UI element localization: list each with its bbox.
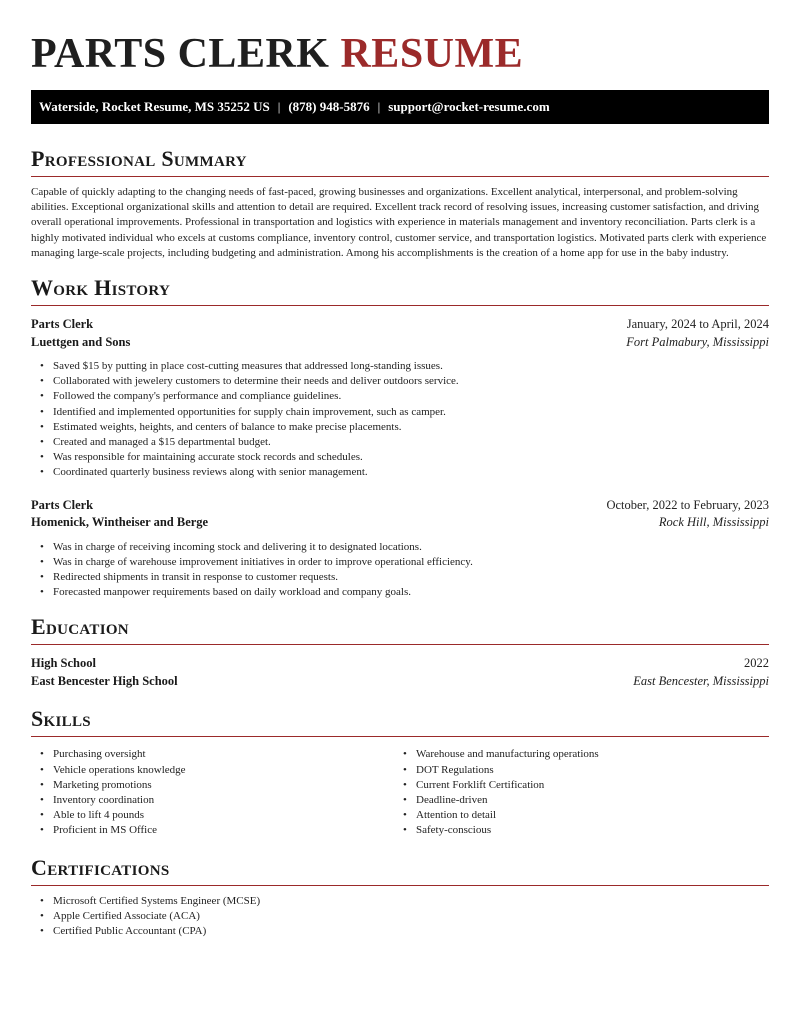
skills-list-left — [31, 747, 394, 838]
job-bullet: • Forecasted manpower requirements based on daily workload and company goals. — [53, 585, 769, 600]
skill-item: • Attention to detail — [416, 808, 757, 823]
skill-item: • Purchasing oversight — [53, 747, 394, 762]
certification-item: • Certified Public Accountant (CPA) — [53, 924, 769, 939]
job-bullet: • Was in charge of receiving incoming stock and delivering it to designated locations. — [53, 540, 769, 555]
job-title: Parts Clerk — [31, 497, 94, 512]
certifications-list — [31, 894, 769, 940]
job-bullets — [31, 359, 769, 481]
job-bullet: • Identified and implemented opportunities for supply chain improvement, such as camper. — [53, 405, 769, 420]
section-divider — [31, 305, 769, 306]
contact-separator: | — [377, 99, 381, 114]
job-dates: January, 2024 to April, 2024 — [626, 317, 769, 332]
job-company: Luettgen and Sons — [31, 334, 131, 349]
education-entry — [31, 655, 769, 690]
job-bullet: • Was responsible for maintaining accurate stock records and schedules. — [53, 450, 769, 465]
summary-text: Capable of quickly adapting to the changing needs of fast-paced, growing businesses and organizations. Excellent analytical, interpersonal, and problem-solving abilities. Exceptional organizational skills and attention to detail are required. Excellent track record of resolving issues, increasing customer satisfaction, and driving overall operational improvements. Professional in transportation and logistics with experience in materials management and inventory reconciliation. Parts clerk is a highly motivated individual who excels at customs compliance, inventory control, customer service, and transportation logistics. Motivated parts clerk with experience managing large-scale projects, including budgeting and administration. Among his accomplishments is the creation of a home app for use in the baby industry. — [31, 186, 767, 259]
section-divider — [31, 736, 769, 737]
certifications-section — [31, 855, 769, 940]
job-title: Parts Clerk — [31, 317, 94, 332]
resume-title — [31, 30, 769, 78]
contact-email: support@rocket-resume.com — [388, 99, 550, 114]
section-title-summary: Professional Summary — [31, 146, 247, 171]
job-entry — [31, 316, 769, 481]
title-accent: RESUME — [340, 31, 524, 77]
education-section — [31, 614, 769, 690]
job-location: Rock Hill, Mississippi — [658, 515, 769, 530]
skill-item: • Inventory coordination — [53, 793, 394, 808]
skills-list-right — [394, 747, 757, 838]
contact-bar — [31, 90, 769, 124]
skills-section — [31, 706, 769, 838]
job-bullets — [31, 540, 769, 601]
job-bullet: • Redirected shipments in transit in response to customer requests. — [53, 570, 769, 585]
skill-item: • Proficient in MS Office — [53, 823, 394, 838]
skill-item: • Deadline-driven — [416, 793, 757, 808]
job-dates: October, 2022 to February, 2023 — [606, 497, 769, 512]
job-bullet: • Estimated weights, heights, and centers of balance to make precise placements. — [53, 420, 769, 435]
education-degree: High School — [31, 656, 96, 671]
work-history-section — [31, 275, 769, 600]
contact-phone: (878) 948-5876 — [288, 99, 370, 114]
certification-item: • Apple Certified Associate (ACA) — [53, 909, 769, 924]
job-bullet: • Saved $15 by putting in place cost-cutting measures that addressed long-standing issues. — [53, 359, 769, 374]
skill-item: • Vehicle operations knowledge — [53, 763, 394, 778]
job-entry — [31, 497, 769, 601]
job-location: Fort Palmabury, Mississippi — [626, 334, 769, 349]
skills-columns — [31, 739, 769, 838]
skill-item: • DOT Regulations — [416, 763, 757, 778]
job-bullet: • Followed the company's performance and compliance guidelines. — [53, 389, 769, 404]
section-title-skills: Skills — [31, 706, 91, 732]
skill-item: • Safety-conscious — [416, 823, 757, 838]
section-title-certifications: Certifications — [31, 854, 170, 880]
contact-separator: | — [277, 99, 281, 114]
skill-item: • Current Forklift Certification — [416, 778, 757, 793]
section-divider — [31, 644, 769, 645]
section-title-work: Work History — [31, 275, 171, 301]
job-bullet: • Was in charge of warehouse improvement initiatives in order to improve operational efficiency. — [53, 555, 769, 570]
section-divider — [31, 885, 769, 886]
certification-item: • Microsoft Certified Systems Engineer (MCSE) — [53, 894, 769, 909]
section-title-education: Education — [31, 614, 129, 640]
skill-item: • Able to lift 4 pounds — [53, 808, 394, 823]
job-company: Homenick, Wintheiser and Berge — [31, 515, 209, 530]
title-main: PARTS CLERK — [31, 31, 330, 77]
contact-address: Waterside, Rocket Resume, MS 35252 US — [39, 99, 270, 114]
skill-item: • Warehouse and manufacturing operations — [416, 747, 757, 762]
summary-section — [31, 146, 769, 261]
job-bullet: • Coordinated quarterly business reviews along with senior management. — [53, 465, 769, 480]
section-divider — [31, 176, 769, 177]
education-location: East Bencester, Mississippi — [633, 673, 769, 688]
job-bullet: • Collaborated with jewelery customers to determine their needs and deliver outdoors service. — [53, 374, 769, 389]
skill-item: • Marketing promotions — [53, 778, 394, 793]
job-bullet: • Created and managed a $15 departmental budget. — [53, 435, 769, 450]
education-school: East Bencester High School — [31, 673, 178, 688]
education-year: 2022 — [744, 656, 769, 671]
